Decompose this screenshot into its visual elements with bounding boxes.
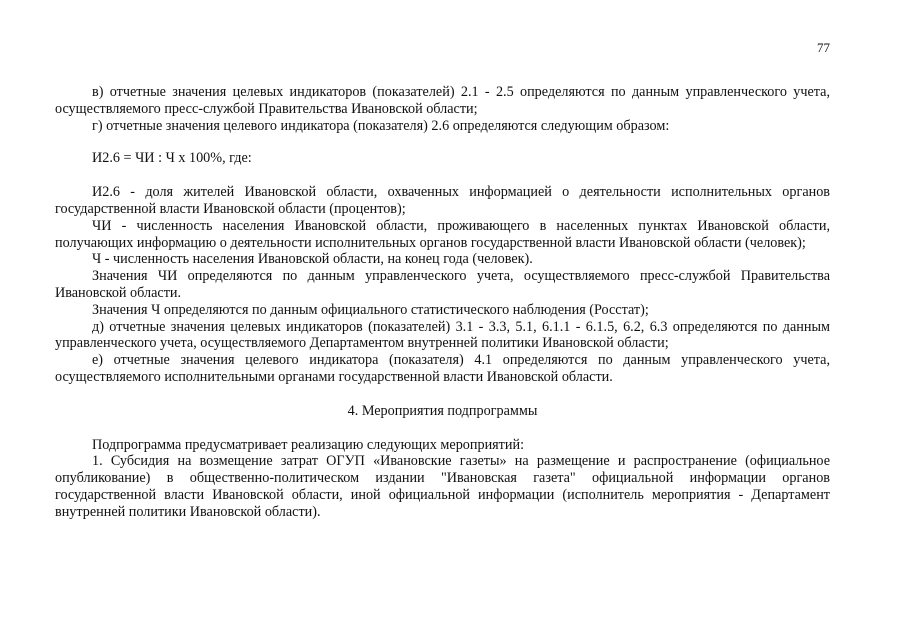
paragraph-item-d: д) отчетные значения целевых индикаторов (показателей) 3.1 - 3.3, 5.1, 6.1.1 - 6.1.5, 6.2, 6.3 определяются по данным управленческого учета, осуществляемого Департаментом внутренней политики Ивановской области; bbox=[55, 318, 830, 352]
paragraph-item-v: в) отчетные значения целевых индикаторов (показателей) 2.1 - 2.5 определяются по данным управленческого учета, осуществляемого пресс-службой Правительства Ивановской области; bbox=[55, 84, 830, 117]
formula: И2.6 = ЧИ : Ч х 100%, где: bbox=[92, 150, 252, 167]
section-title: 4. Мероприятия подпрограммы bbox=[347, 402, 538, 419]
paragraph-intro: Подпрограмма предусматривает реализацию следующих мероприятий: bbox=[92, 436, 525, 453]
definition-chi: ЧИ - численность населения Ивановской области, проживающего в населенных пунктах Ивановской области, получающих информацию о деятельности исполнительных органов государственной власти Ивановской области (человек); bbox=[55, 217, 830, 251]
paragraph-item-e: е) отчетные значения целевого индикатора (показателя) 4.1 определяются по данным управленческого учета, осуществляемого исполнительными органами государственной власти Ивановской области. bbox=[55, 352, 830, 385]
definition-ch: Ч - численность населения Ивановской области, на конец года (человек). bbox=[92, 251, 533, 268]
page-number: 77 bbox=[817, 40, 830, 55]
paragraph-measure-1: 1. Субсидия на возмещение затрат ОГУП «Ивановские газеты» на размещение и распространение (официальное опубликование) в общественно-политическом издании "Ивановская газета" официальной информации органов государственной власти Ивановской области, иной официальной информации (исполнитель мероприятия - Департамент внутренней политики Ивановской области). bbox=[55, 453, 830, 520]
paragraph-chi-source: Значения ЧИ определяются по данным управленческого учета, осуществляемого пресс-службой Правительства Ивановской области. bbox=[55, 268, 830, 301]
paragraph-item-g: г) отчетные значения целевого индикатора (показателя) 2.6 определяются следующим образом: bbox=[92, 117, 670, 134]
definition-i26: И2.6 - доля жителей Ивановской области, охваченных информацией о деятельности исполнительных органов государственной власти Ивановской области (процентов); bbox=[55, 184, 830, 217]
paragraph-ch-source: Значения Ч определяются по данным официального статистического наблюдения (Росстат); bbox=[92, 301, 649, 318]
document-body bbox=[55, 84, 830, 521]
